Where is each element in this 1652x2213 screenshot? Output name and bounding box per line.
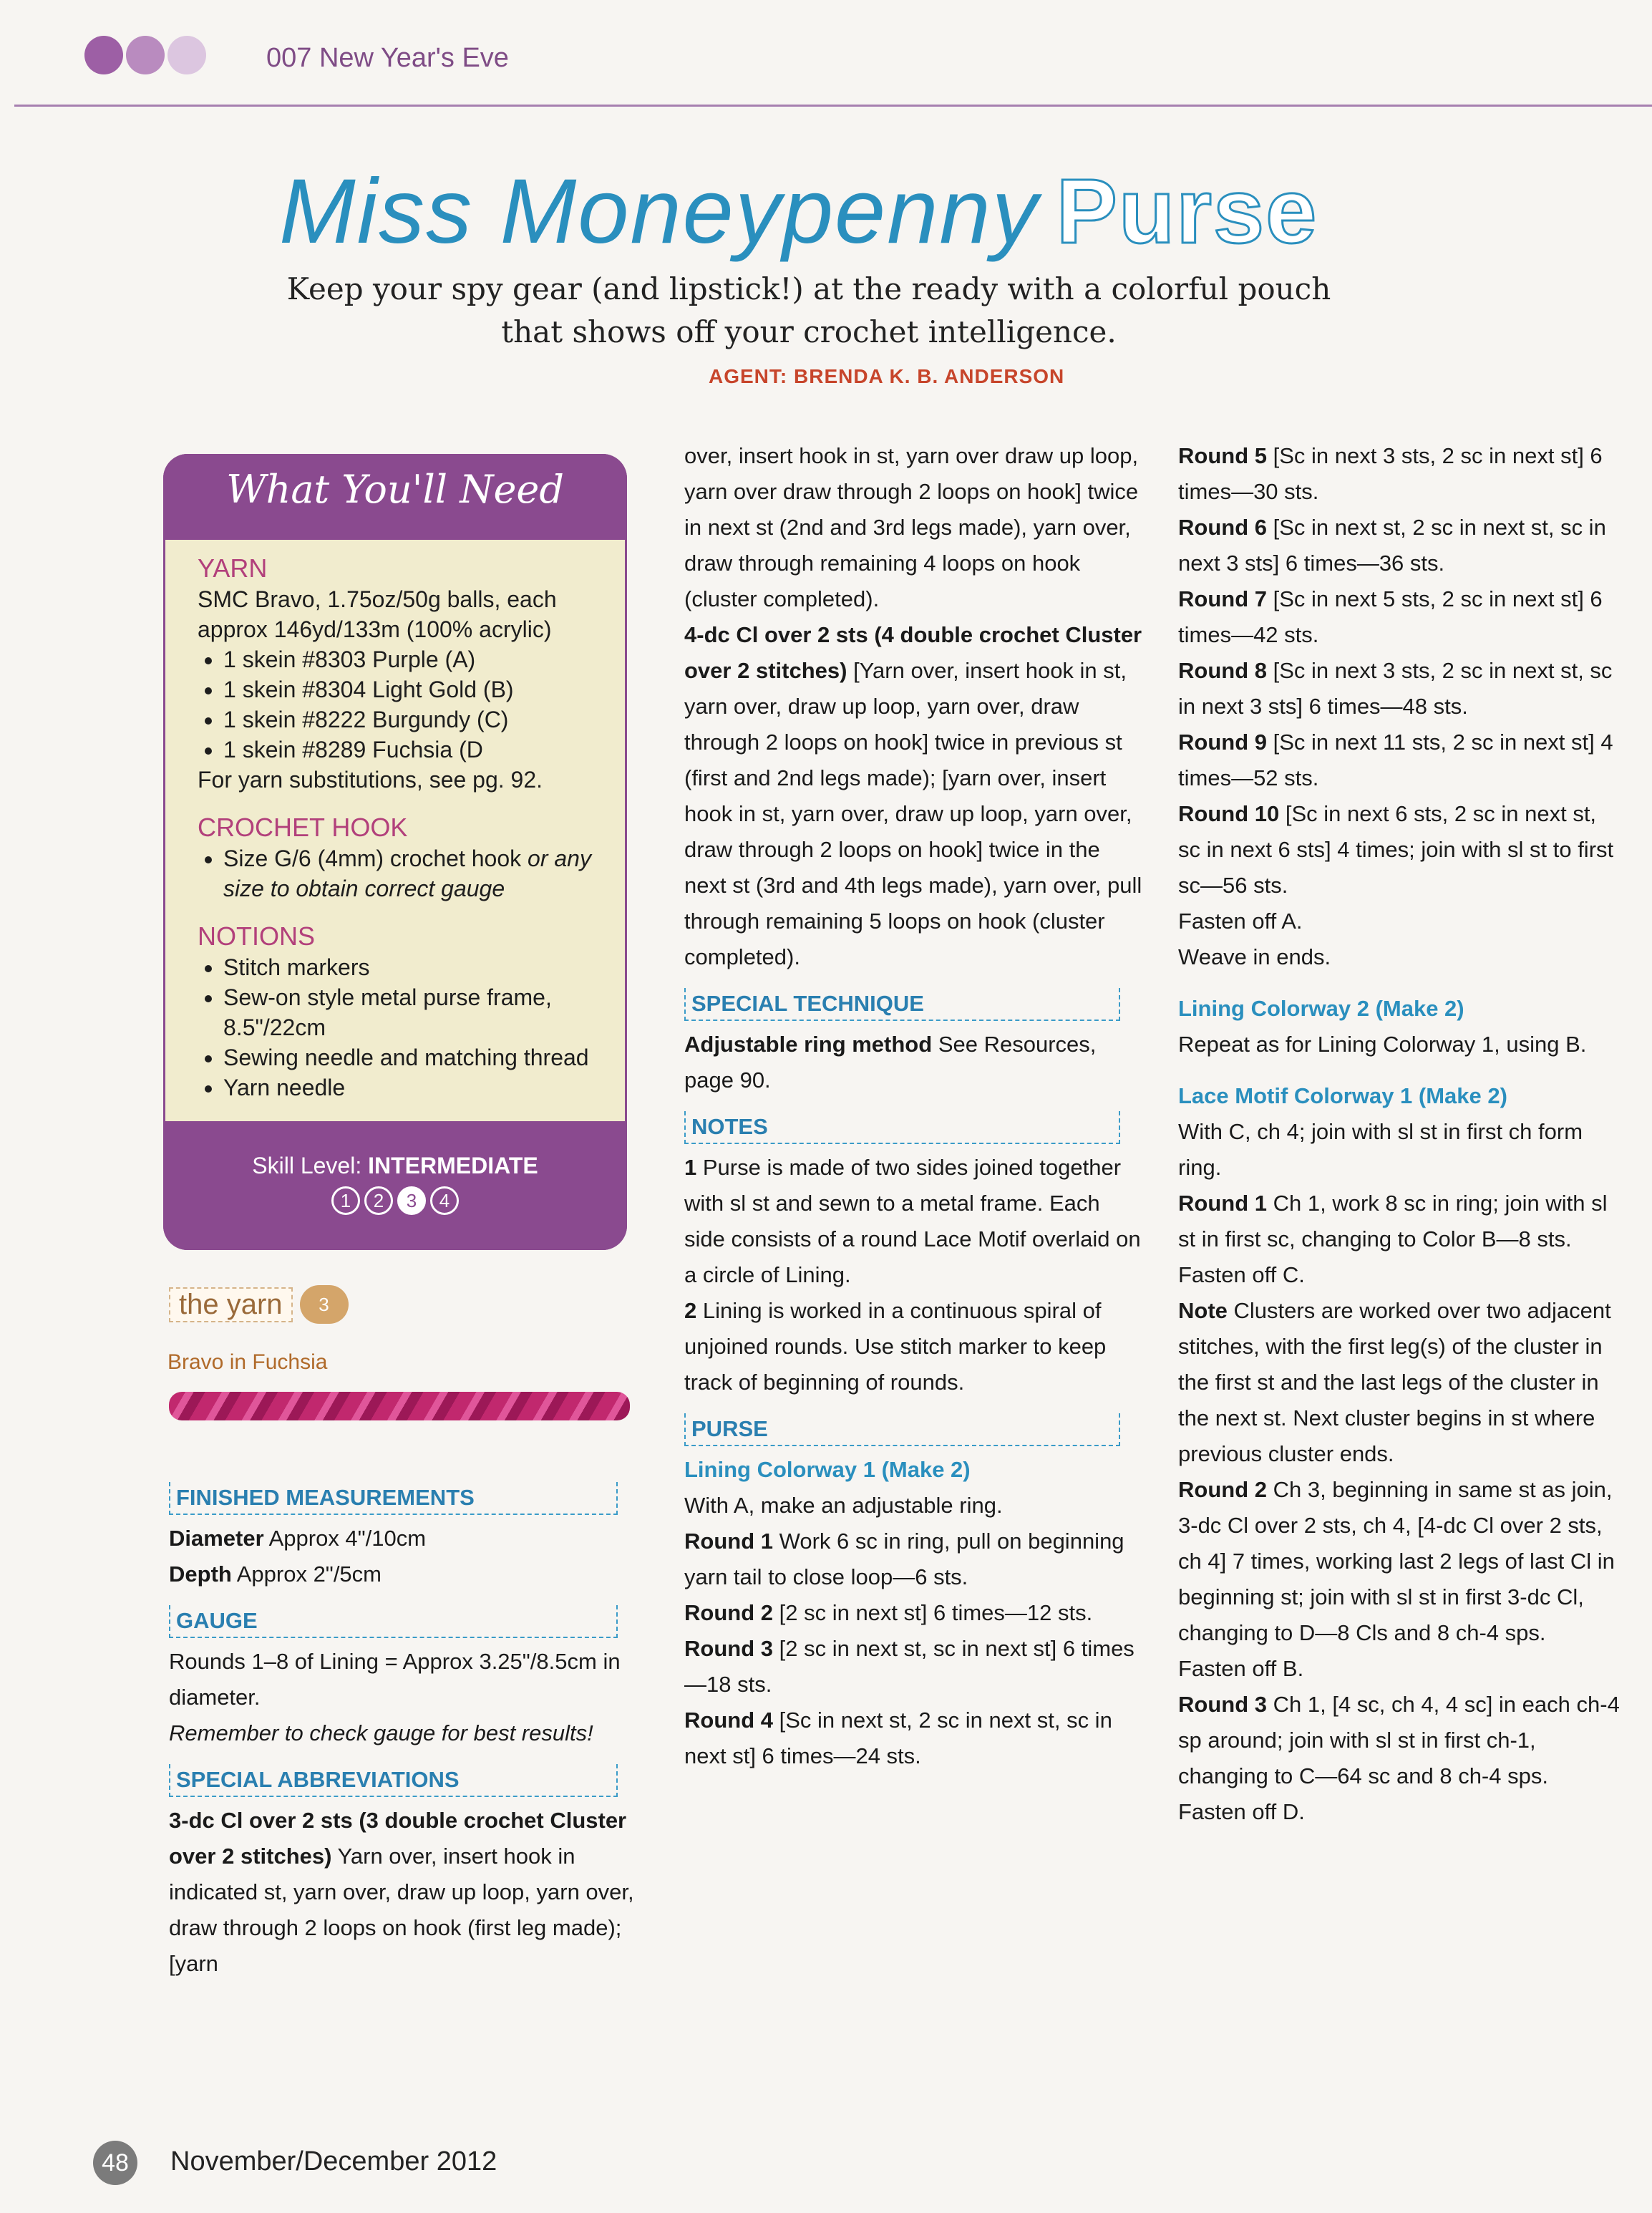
note-2 xyxy=(684,1293,1142,1400)
note-number: 1 xyxy=(684,1155,697,1180)
round-label: Round 10 xyxy=(1178,801,1280,826)
yarn-weight-icon: 3 xyxy=(300,1285,349,1324)
page-number: 48 xyxy=(93,2141,137,2185)
gauge-note xyxy=(169,1715,641,1751)
dot-1 xyxy=(84,36,123,74)
technique xyxy=(684,1027,1142,1098)
round-text: Ch 1, work 8 sc in ring; join with sl st in first sc, changing to Color B—8 sts. xyxy=(1178,1191,1608,1251)
fasten-off-b: Fasten off B. xyxy=(1178,1656,1304,1681)
round-text: [2 sc in next st] 6 times—12 sts. xyxy=(779,1600,1093,1625)
round-text: [Sc in next 3 sts, 2 sc in next st, sc in next 3 sts] 6 times—48 sts. xyxy=(1178,658,1613,719)
lace-round-1 xyxy=(1178,1186,1622,1257)
hook-item xyxy=(223,843,613,904)
technique-text: See Resources, page 90. xyxy=(684,1032,1097,1093)
round-text: [Sc in next st, 2 sc in next st, sc in next 3 sts] 6 times—36 sts. xyxy=(1178,515,1606,576)
note-number: 2 xyxy=(684,1298,697,1323)
note-text: Lining is worked in a continuous spiral of unjoined rounds. Use stitch marker to keep track of beginning of rounds. xyxy=(684,1298,1107,1395)
abbreviation-1-continued: over, insert hook in st, yarn over draw up loop, yarn over draw through 2 loops on hook] twice in next st (2nd and 3rd legs made), yarn over, draw through remaining 4 loops on hook (cluster completed). xyxy=(684,443,1139,611)
yarn-strand-image xyxy=(169,1392,630,1420)
yarn-item: • 1 skein #8304 Light Gold (B) xyxy=(223,674,613,704)
byline: AGENT: BRENDA K. B. ANDERSON xyxy=(709,365,1065,387)
abbreviation-text: [Yarn over, insert hook in st, yarn over, draw up loop, yarn over, draw through 2 loops on hook] twice in previous st (first and 2nd legs made); [yarn over, insert hook in st, yarn over, draw up loop, yarn over, draw through 2 loops on hook] twice in the next st (3rd and 4th legs made), yarn over, pull through remaining 5 loops on hook (cluster completed). xyxy=(684,658,1142,969)
special-technique-heading: SPECIAL TECHNIQUE xyxy=(684,988,1120,1021)
lace-intro: With C, ch 4; join with sl st in first ch form ring. xyxy=(1178,1119,1583,1180)
round-label: Round 5 xyxy=(1178,443,1267,468)
round-6 xyxy=(1178,510,1622,581)
skill-level-bar xyxy=(163,1121,627,1250)
diameter xyxy=(169,1521,641,1556)
article-title xyxy=(279,159,1318,264)
yarn-list xyxy=(198,644,613,765)
round-text: Work 6 sc in ring, pull on beginning yarn tail to close loop—6 sts. xyxy=(684,1529,1124,1589)
materials-box xyxy=(163,454,627,1250)
materials-box-header xyxy=(163,454,627,540)
yarn-item: • 1 skein #8222 Burgundy (C) xyxy=(223,704,613,735)
round-label: Round 6 xyxy=(1178,515,1267,540)
article-subtitle xyxy=(272,268,1346,354)
subtitle-line-2: that shows off your crochet intelligence. xyxy=(501,314,1117,349)
abbreviation-1 xyxy=(169,1803,641,1982)
round-8 xyxy=(1178,653,1622,725)
notes-heading: NOTES xyxy=(684,1111,1120,1144)
skill-label: Skill Level: xyxy=(252,1153,362,1178)
notions-heading: NOTIONS xyxy=(198,921,316,951)
round-4 xyxy=(684,1703,1142,1774)
round-7 xyxy=(1178,581,1622,653)
finished-measurements-heading: FINISHED MEASUREMENTS xyxy=(169,1482,618,1515)
round-text: Ch 1, [4 sc, ch 4, 4 sc] in each ch-4 sp around; join with sl st in first ch-1, changing to C—64 sc and 8 ch-4 sps. xyxy=(1178,1692,1620,1788)
round-label: Round 2 xyxy=(1178,1477,1267,1502)
yarn-substitution-note: For yarn substitutions, see pg. 92. xyxy=(198,767,543,793)
notions-list xyxy=(198,952,613,1103)
lining-2-text: Repeat as for Lining Colorway 1, using B. xyxy=(1178,1032,1587,1057)
section-label: 007 New Year's Eve xyxy=(266,43,509,73)
column-2 xyxy=(684,438,1142,1774)
lace-round-2 xyxy=(1178,1472,1622,1651)
skill-level-2: 2 xyxy=(364,1186,393,1215)
round-label: Round 8 xyxy=(1178,658,1267,683)
abbreviation-2 xyxy=(684,617,1142,975)
special-abbreviations-heading: SPECIAL ABBREVIATIONS xyxy=(169,1764,618,1797)
round-label: Round 1 xyxy=(684,1529,773,1554)
round-label: Round 3 xyxy=(684,1636,773,1661)
diameter-label: Diameter xyxy=(169,1526,264,1551)
yarn-tag xyxy=(169,1284,349,1325)
skill-value: INTERMEDIATE xyxy=(368,1153,538,1178)
notion-item: • Sewing needle and matching thread xyxy=(223,1042,613,1072)
skill-level-indicator xyxy=(163,1186,627,1215)
round-2 xyxy=(684,1595,1142,1631)
round-label: Round 2 xyxy=(684,1600,773,1625)
abbreviation-term: 4-dc Cl over 2 sts (4 double crochet Cluster over 2 stitches) xyxy=(684,622,1142,683)
note-text: Clusters are worked over two adjacent stitches, with the first leg(s) of the cluster in the first st and the last legs of the cluster in the next st. Next cluster begins in st where previous cluster ends. xyxy=(1178,1298,1611,1466)
fasten-off-c: Fasten off C. xyxy=(1178,1262,1305,1287)
depth-value: Approx 2"/5cm xyxy=(236,1561,382,1587)
round-label: Round 1 xyxy=(1178,1191,1267,1216)
round-text: [Sc in next 5 sts, 2 sc in next st] 6 times—42 sts. xyxy=(1178,586,1603,647)
gauge-text: Rounds 1–8 of Lining = Approx 3.25"/8.5cm in diameter. xyxy=(169,1649,621,1710)
hook-text: Size G/6 (4mm) crochet hook xyxy=(223,846,522,871)
purse-heading: PURSE xyxy=(684,1413,1120,1446)
title-main: Miss Moneypenny xyxy=(279,160,1039,263)
abbreviation-text: Yarn over, insert hook in indicated st, yarn over, draw up loop, yarn over, draw through 2 loops on hook (first leg made); [yarn xyxy=(169,1844,634,1976)
skill-level-1: 1 xyxy=(331,1186,360,1215)
yarn-heading: YARN xyxy=(198,553,268,583)
fasten-off-a: Fasten off A. xyxy=(1178,909,1303,934)
gauge-italic: Remember to check gauge for best results! xyxy=(169,1720,593,1745)
lining-colorway-1-heading: Lining Colorway 1 (Make 2) xyxy=(684,1457,971,1482)
column-1 xyxy=(169,1469,641,1982)
skill-level-4: 4 xyxy=(430,1186,459,1215)
technique-term: Adjustable ring method xyxy=(684,1032,933,1057)
subtitle-line-1: Keep your spy gear (and lipstick!) at the ready with a colorful pouch xyxy=(286,271,1331,306)
skill-level-line xyxy=(163,1153,627,1179)
round-text: [Sc in next 6 sts, 2 sc in next st, sc in next 6 sts] 4 times; join with sl st to first sc—56 sts. xyxy=(1178,801,1614,898)
yarn-item: • 1 skein #8289 Fuchsia (D xyxy=(223,735,613,765)
round-10 xyxy=(1178,796,1622,904)
hook-gauge-note: or any size to obtain correct gauge xyxy=(223,846,591,901)
round-text: [Sc in next 11 sts, 2 sc in next st] 4 times—52 sts. xyxy=(1178,730,1613,790)
round-text: [Sc in next 3 sts, 2 sc in next st] 6 times—30 sts. xyxy=(1178,443,1603,504)
lace-round-3 xyxy=(1178,1687,1622,1794)
weave-in-ends: Weave in ends. xyxy=(1178,944,1331,969)
round-label: Round 9 xyxy=(1178,730,1267,755)
diameter-value: Approx 4"/10cm xyxy=(268,1526,427,1551)
round-5 xyxy=(1178,438,1622,510)
title-outline: Purse xyxy=(1056,160,1318,263)
round-3 xyxy=(684,1631,1142,1703)
skill-level-3: 3 xyxy=(397,1186,426,1215)
cluster-note xyxy=(1178,1293,1622,1472)
round-label: Round 3 xyxy=(1178,1692,1267,1717)
round-text: Ch 3, beginning in same st as join, 3-dc Cl over 2 sts, ch 4, [4-dc Cl over 2 sts, ch 4] 7 times, working last 2 legs of last Cl in beginning st; join with sl st in first 3-dc Cl, changing to D—8 Cls and 8 ch-4 sps. xyxy=(1178,1477,1615,1645)
dot-2 xyxy=(126,36,165,74)
hook-heading: CROCHET HOOK xyxy=(198,813,408,842)
lining-colorway-2-heading: Lining Colorway 2 (Make 2) xyxy=(1178,996,1464,1021)
depth xyxy=(169,1556,641,1592)
note-text: Purse is made of two sides joined together with sl st and sewn to a metal frame. Each side consists of a round Lace Motif overlaid on a circle of Lining. xyxy=(684,1155,1141,1287)
abbreviation-term: 3-dc Cl over 2 sts (3 double crochet Cluster over 2 stitches) xyxy=(169,1808,627,1869)
notion-item: • Sew-on style metal purse frame, 8.5"/22cm xyxy=(223,982,613,1042)
notion-item: • Stitch markers xyxy=(223,952,613,982)
section-dots xyxy=(84,36,206,74)
dot-3 xyxy=(167,36,206,74)
yarn-tag-label: the yarn xyxy=(169,1287,293,1322)
depth-label: Depth xyxy=(169,1561,232,1587)
hook-list xyxy=(198,843,613,904)
materials-box-title: What You'll Need xyxy=(226,467,564,512)
yarn-item: • 1 skein #8303 Purple (A) xyxy=(223,644,613,674)
header-rule xyxy=(14,105,1652,107)
round-9 xyxy=(1178,725,1622,796)
round-1 xyxy=(684,1524,1142,1595)
materials-list xyxy=(198,536,613,1103)
column-3 xyxy=(1178,438,1622,1830)
round-text: [2 sc in next st, sc in next st] 6 times—18 sts. xyxy=(684,1636,1134,1697)
note-label: Note xyxy=(1178,1298,1228,1323)
round-text: [Sc in next st, 2 sc in next st, sc in next st] 6 times—24 sts. xyxy=(684,1708,1112,1768)
issue-date: November/December 2012 xyxy=(170,2146,497,2176)
lining-1-intro: With A, make an adjustable ring. xyxy=(684,1493,1003,1518)
round-label: Round 7 xyxy=(1178,586,1267,611)
yarn-caption: Bravo in Fuchsia xyxy=(167,1350,328,1374)
notion-item: • Yarn needle xyxy=(223,1072,613,1103)
lace-motif-heading: Lace Motif Colorway 1 (Make 2) xyxy=(1178,1083,1507,1108)
fasten-off-d: Fasten off D. xyxy=(1178,1799,1305,1824)
gauge-heading: GAUGE xyxy=(169,1605,618,1638)
yarn-description: SMC Bravo, 1.75oz/50g balls, each approx 146yd/133m (100% acrylic) xyxy=(198,586,557,642)
round-label: Round 4 xyxy=(684,1708,773,1733)
note-1 xyxy=(684,1150,1142,1293)
